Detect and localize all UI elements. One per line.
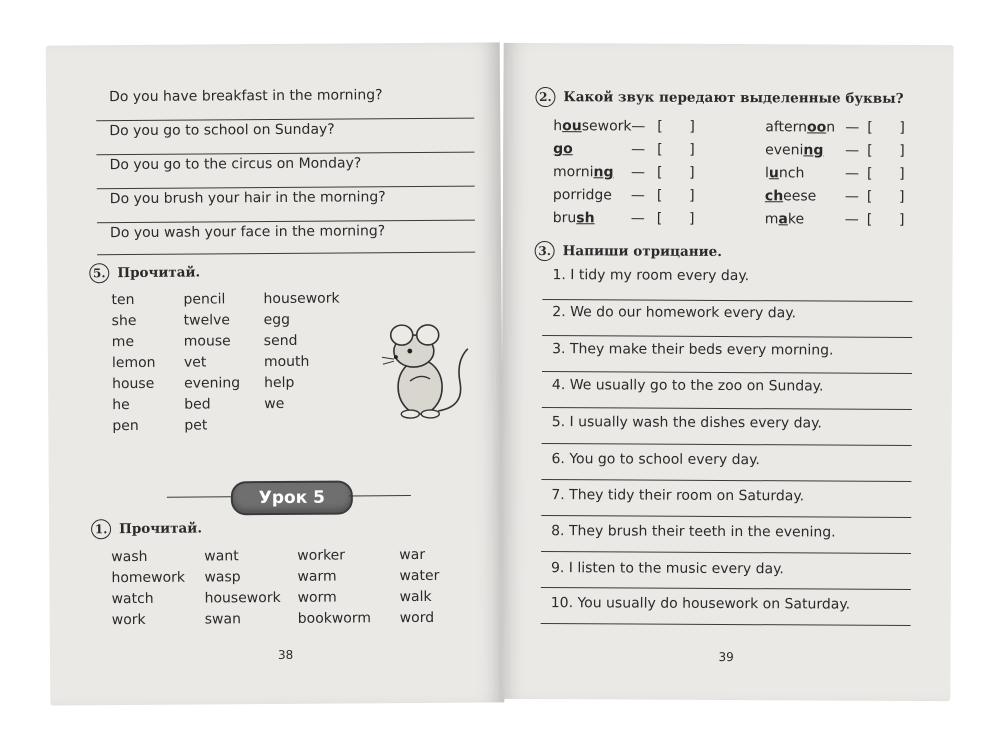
exercise-5-heading [89, 263, 200, 284]
word: bookworm [297, 610, 372, 627]
sound-word: afternoon [765, 119, 836, 136]
exercise-2-heading [535, 87, 903, 109]
transcription-bracket[interactable]: [ ] [866, 165, 905, 182]
word: mouse [183, 333, 231, 350]
answer-line[interactable] [97, 252, 475, 256]
page-number: 39 [718, 649, 734, 665]
sentence: 4. We usually go to the zoo on Sunday. [551, 377, 824, 395]
word: egg [263, 311, 291, 329]
word: swan [204, 611, 241, 628]
sound-word: porridge [552, 187, 612, 204]
sentence: 7. They tidy their room on Saturday. [551, 487, 805, 505]
transcription-bracket[interactable]: [ ] [866, 211, 905, 228]
word: housework [263, 290, 340, 308]
word: pet [184, 417, 208, 434]
left-page [46, 42, 505, 705]
exercise-title: Прочитай. [119, 520, 203, 538]
sentence: 8. They brush their teeth in the evening. [551, 523, 836, 541]
exercise-title: Прочитай. [117, 264, 201, 282]
word: we [264, 395, 285, 413]
sound-word: lunch [764, 165, 805, 182]
sound-word: make [764, 211, 805, 228]
word: mouth [263, 353, 310, 371]
dash: — [631, 141, 646, 158]
exercise-number: 1. [91, 519, 111, 539]
word: lemon [111, 354, 156, 372]
answer-line[interactable] [541, 515, 911, 518]
word: wasp [204, 569, 241, 586]
ex1-column-3 [297, 546, 371, 628]
word: worker [297, 547, 346, 564]
word: house [112, 375, 155, 393]
sentence: 6. You go to school every day. [551, 451, 760, 469]
sentence: 2. We do our homework every day. [552, 304, 797, 322]
answer-line[interactable] [542, 371, 912, 374]
answer-line[interactable] [542, 335, 912, 338]
transcription-bracket[interactable]: [ ] [657, 164, 695, 181]
word: watch [111, 590, 154, 608]
exercise-title: Какой звук передают выделенные буквы? [563, 89, 904, 107]
exercise-1-heading [91, 519, 202, 540]
word: wash [111, 548, 148, 566]
sound-row [765, 165, 933, 182]
sound-word: evening [765, 142, 824, 159]
word: homework [111, 569, 186, 587]
right-page [500, 43, 953, 701]
question: Do you have breakfast in the morning? [109, 87, 383, 106]
page-number: 38 [277, 647, 294, 662]
ex1-column-2 [204, 547, 281, 629]
word: help [264, 374, 295, 392]
answer-line[interactable] [97, 220, 475, 224]
sound-word: brush [552, 210, 595, 227]
transcription-bracket[interactable]: [ ] [657, 118, 695, 135]
answer-line[interactable] [542, 443, 912, 446]
question: Do you brush your hair in the morning? [109, 189, 386, 208]
word: war [399, 546, 426, 564]
banner-rule-left [167, 496, 231, 497]
dash: — [630, 187, 645, 204]
sound-row [765, 142, 933, 159]
sound-row [553, 210, 723, 227]
sentence: 9. I listen to the music every day. [550, 560, 784, 578]
word: she [111, 312, 137, 330]
sound-row [553, 141, 723, 158]
answer-line[interactable] [541, 479, 911, 482]
ex5-column-2 [183, 290, 240, 434]
sentence: 5. I usually wash the dishes every day. [551, 414, 822, 432]
word: work [111, 611, 146, 629]
sound-row [553, 187, 723, 204]
answer-line[interactable] [541, 587, 911, 590]
answer-line[interactable] [541, 623, 911, 626]
question: Do you go to the circus on Monday? [109, 155, 362, 174]
exercise-number: 2. [535, 87, 555, 107]
exercise-number: 5. [89, 263, 109, 283]
dash: — [630, 210, 645, 227]
word: walk [399, 588, 432, 606]
transcription-bracket[interactable]: [ ] [866, 188, 905, 205]
lesson-title: Урок 5 [231, 480, 353, 515]
word: send [263, 332, 298, 350]
question: Do you go to school on Sunday? [109, 121, 335, 140]
sentence: 1. I tidy my room every day. [552, 267, 750, 285]
word: vet [183, 354, 207, 371]
word: bed [184, 396, 211, 413]
word: housework [204, 589, 281, 607]
exercise-number: 3. [535, 241, 555, 261]
sound-row [765, 119, 933, 136]
word: ten [111, 291, 135, 309]
dash: — [845, 142, 860, 159]
question: Do you wash your face in the morning? [109, 223, 386, 242]
transcription-bracket[interactable]: [ ] [656, 210, 695, 227]
word: want [204, 548, 239, 565]
sound-row [553, 164, 723, 181]
banner-rule-right [349, 495, 411, 496]
word: me [111, 333, 135, 351]
word: warm [297, 568, 337, 585]
transcription-bracket[interactable]: [ ] [867, 142, 905, 159]
dash: — [631, 164, 646, 181]
transcription-bracket[interactable]: [ ] [867, 119, 905, 136]
answer-line[interactable] [96, 118, 474, 122]
ex5-column-1 [111, 291, 156, 435]
mouse-illustration [380, 321, 471, 422]
sentence: 10. You usually do housework on Saturday. [550, 595, 851, 613]
ex1-column-1 [111, 548, 185, 630]
sound-row [553, 118, 723, 135]
word: twelve [183, 312, 231, 329]
answer-line[interactable] [96, 152, 474, 156]
answer-line[interactable] [541, 551, 911, 554]
sound-word: housework [553, 118, 632, 135]
sound-word: cheese [764, 188, 817, 205]
transcription-bracket[interactable]: [ ] [657, 141, 695, 158]
dash: — [844, 211, 859, 228]
word: pen [112, 417, 139, 435]
ex1-column-4 [399, 546, 439, 627]
exercise-3-heading [535, 241, 722, 262]
answer-line[interactable] [97, 186, 475, 190]
word: he [112, 397, 130, 414]
sound-row [765, 188, 933, 205]
answer-line[interactable] [542, 299, 912, 302]
sound-row [765, 211, 933, 228]
word: water [399, 567, 440, 585]
sound-word: morning [553, 164, 614, 181]
word: word [399, 609, 435, 627]
dash: — [844, 188, 859, 205]
dash: — [845, 119, 860, 136]
dash: — [631, 118, 646, 135]
dash: — [844, 165, 860, 182]
sound-word: go [553, 141, 573, 158]
exercise-title: Напиши отрицание. [562, 243, 723, 260]
word: worm [297, 589, 337, 606]
word: evening [184, 375, 241, 392]
ex5-column-3 [263, 290, 340, 414]
transcription-bracket[interactable]: [ ] [656, 187, 695, 204]
answer-line[interactable] [542, 407, 912, 410]
word: pencil [183, 291, 226, 308]
sentence: 3. They make their beds every morning. [552, 341, 834, 359]
